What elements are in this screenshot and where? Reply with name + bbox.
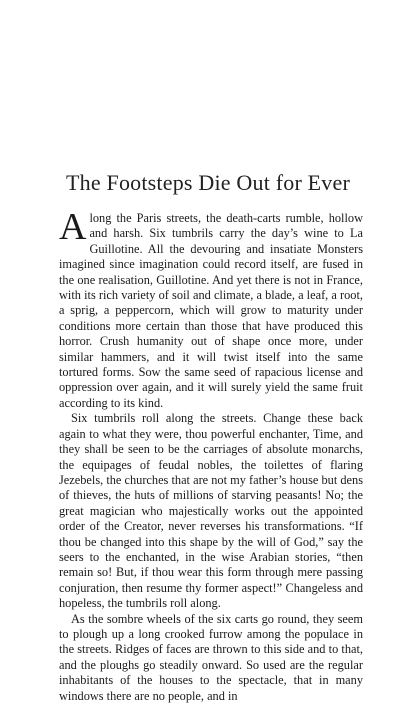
- paragraph-1: [59, 206, 363, 411]
- drop-cap: A: [59, 206, 87, 248]
- paragraph-3: As the sombre wheels of the six carts go round, they seem to plough up a long crooked furrow among the populace in the streets. Ridges of faces are thrown to this side and to that, and the ploughs go steadily onward. So used are the regular inhabitants of the houses to the spectacle, that in many windows there are no people, and in: [59, 611, 363, 703]
- chapter-body: [59, 206, 363, 704]
- chapter-title: The Footsteps Die Out for Ever: [66, 170, 350, 195]
- paragraph-2: Six tumbrils roll along the streets. Change these back again to what they were, thou powerful enchanter, Time, and they shall be seen to be the carriages of absolute monarchs, the equipages of feudal nobles, the toilettes of flaring Jezebels, the churches that are not my father’s house but dens of thieves, the huts of millions of starving peasants! No; the great magician who majestically works out the appointed order of the Creator, never reverses his transformations. “If thou be changed into this shape by the will of God,” say the seers to the enchanted, in the wise Arabian stories, “then remain so! But, if thou wear this form through mere passing conjuration, then resume thy former aspect!” Changeless and hopeless, the tumbrils roll along.: [59, 411, 363, 611]
- paragraph-1-text: long the Paris streets, the death-carts rumble, hollow and harsh. Six tumbrils carry the day’s wine to La Guillotine. All the devouring and insatiate Monsters imagined since imagination could record itself, are fused in the one realisation, Guillotine. And yet there is not in France, with its rich variety of soil and climate, a blade, a leaf, a root, a sprig, a peppercorn, which will grow to maturity under conditions more certain than those that have produced this horror. Crush humanity out of shape once more, under similar hammers, and it will twist itself into the same tortured forms. Sow the same seed of rapacious license and oppression over again, and it will surely yield the same fruit according to its kind.: [59, 211, 363, 410]
